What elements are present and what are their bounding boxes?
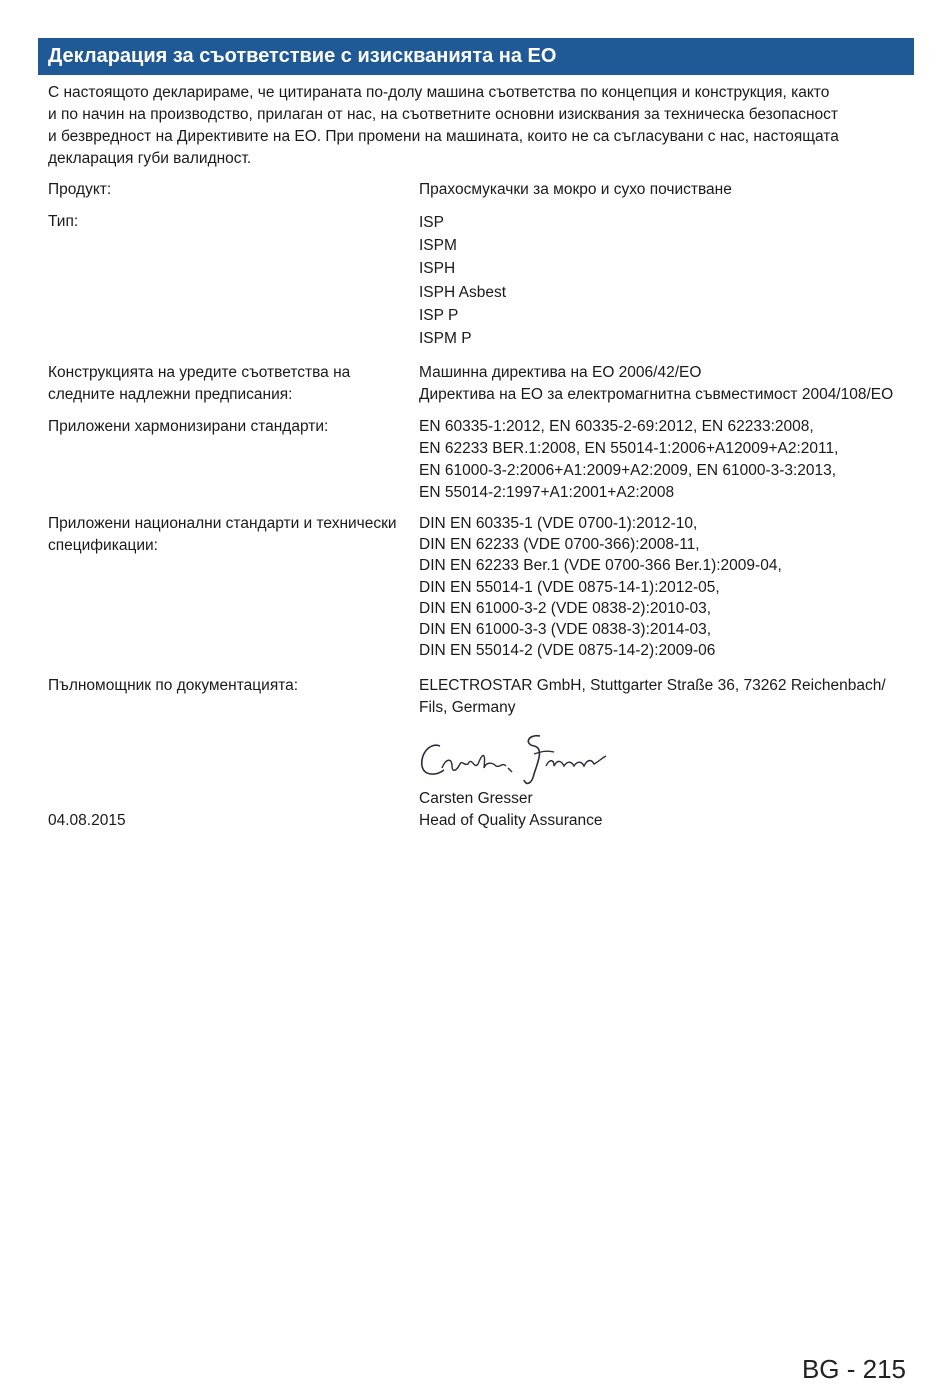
national-value: DIN EN 61000-3-2 (VDE 0838-2):2010-03, — [419, 599, 712, 617]
intro-paragraph — [48, 82, 908, 170]
date-text: 04.08.2015 — [48, 812, 126, 829]
type-value: ISP P — [419, 306, 459, 324]
signature — [416, 728, 616, 790]
representative-value: Fils, Germany — [419, 699, 516, 716]
title-bar — [38, 38, 914, 75]
national-value: DIN EN 55014-2 (VDE 0875-14-2):2009-06 — [419, 642, 716, 660]
page-title: Декларация за съответствие с изискванията на ЕО — [48, 45, 557, 67]
representative-value: ELECTROSTAR GmbH, Stuttgarter Straße 36, 73262 Reichenbach/ — [419, 677, 886, 694]
directive-value: Машинна директива на ЕО 2006/42/ЕО — [419, 364, 702, 381]
type-value: ISPH Asbest — [419, 283, 507, 301]
harmonized-value: EN 55014-2:1997+A1:2001+A2:2008 — [419, 484, 675, 501]
intro-line: и по начин на производство, прилаган от нас, на съответните основни изисквания за техническа безопасност — [48, 106, 839, 123]
product-value: Прахосмукачки за мокро и сухо почистване — [419, 181, 732, 198]
directives-label: следните надлежни предписания: — [48, 386, 293, 403]
national-label: Приложени национални стандарти и технически — [48, 515, 397, 532]
type-value: ISPM P — [419, 330, 472, 348]
national-label: спецификации: — [48, 537, 158, 554]
directive-value: Директива на ЕО за електромагнитна съвместимост 2004/108/ЕО — [419, 386, 894, 403]
harmonized-label: Приложени хармонизирани стандарти: — [48, 418, 329, 435]
signatory-name: Carsten Gresser — [419, 790, 533, 807]
harmonized-value: EN 62233 BER.1:2008, EN 55014-1:2006+A12009+A2:2011, — [419, 440, 839, 457]
harmonized-value: EN 61000-3-2:2006+A1:2009+A2:2009, EN 61000-3-3:2013, — [419, 462, 837, 479]
type-value: ISPH — [419, 260, 456, 278]
national-value: DIN EN 61000-3-3 (VDE 0838-3):2014-03, — [419, 621, 712, 639]
national-value: DIN EN 60335-1 (VDE 0700-1):2012-10, — [419, 515, 698, 532]
harmonized-value: EN 60335-1:2012, EN 60335-2-69:2012, EN 62233:2008, — [419, 418, 814, 435]
type-value: ISP — [419, 214, 444, 231]
intro-line: декларация губи валидност. — [48, 150, 252, 167]
directives-label: Конструкцията на уредите съответства на — [48, 364, 351, 381]
type-label: Тип: — [48, 213, 79, 230]
intro-line: и безвредност на Директивите на ЕО. При промени на машината, които не са съгласувани с нас, настоящата — [48, 128, 839, 145]
product-label: Продукт: — [48, 181, 112, 198]
national-value: DIN EN 62233 Ber.1 (VDE 0700-366 Ber.1):2009-04, — [419, 557, 782, 575]
type-value: ISPM — [419, 237, 457, 255]
signatory-title: Head of Quality Assurance — [419, 812, 603, 829]
national-value: DIN EN 55014-1 (VDE 0875-14-1):2012-05, — [419, 578, 720, 596]
intro-line: С настоящото декларираме, че цитираната по-долу машина съответства по концепция и конструкция, както — [48, 84, 830, 101]
representative-label: Пълномощник по документацията: — [48, 677, 299, 694]
national-value: DIN EN 62233 (VDE 0700-366):2008-11, — [419, 536, 700, 554]
page-number: BG - 215 — [801, 1354, 906, 1384]
